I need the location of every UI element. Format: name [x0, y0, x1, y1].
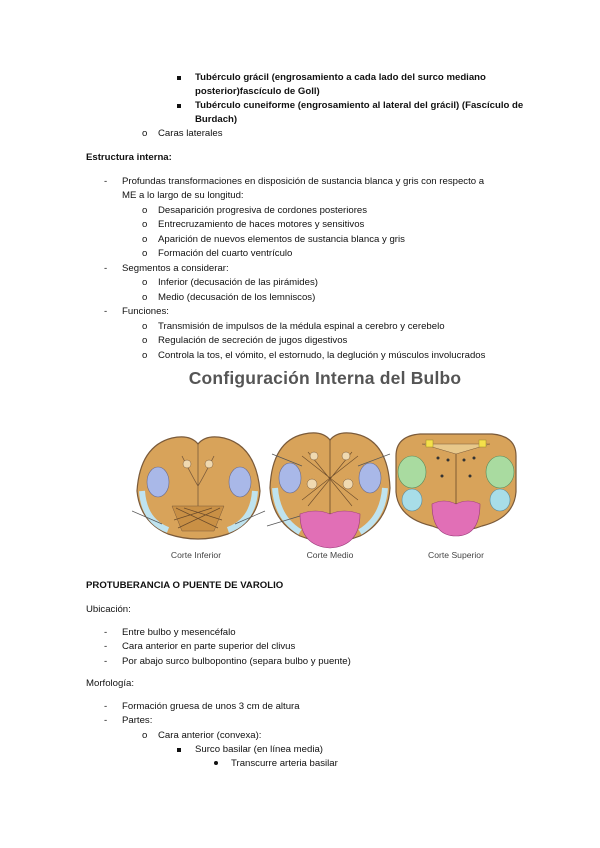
circle-bullet-icon: o — [142, 248, 148, 259]
figure-title: Configuración Interna del Bulbo — [188, 368, 462, 388]
estructura-item3: Funciones: — [122, 306, 169, 317]
morfologia-heading: Morfología: — [86, 678, 134, 689]
corte-inferior-section — [132, 437, 265, 539]
circle-bullet-icon: o — [142, 335, 148, 346]
surco-basilar: Surco basilar (en línea media) — [195, 744, 323, 755]
top-item-1-line2: posterior)fascículo de Goll) — [195, 86, 320, 97]
funcion-3: Controla la tos, el vómito, el estornudo, la deglución y músculos involucrados — [158, 350, 486, 361]
dash-bullet-icon: - — [104, 627, 108, 638]
dash-bullet-icon: - — [104, 715, 108, 726]
dash-bullet-icon: - — [104, 701, 108, 712]
dash-bullet-icon: - — [104, 656, 108, 667]
top-item-2-line1: Tubérculo cuneiforme (engrosamiento al lateral del grácil) (Fascículo de — [195, 100, 524, 111]
segmento-inferior: Inferior (decusación de las pirámides) — [158, 277, 318, 288]
caption-corte-medio: Corte Medio — [306, 550, 354, 560]
ubicacion-heading: Ubicación: — [86, 604, 131, 615]
estructura-sub-3: Aparición de nuevos elementos de sustancia blanca y gris — [158, 234, 405, 245]
ubicacion-item-1: Entre bulbo y mesencéfalo — [122, 627, 236, 638]
corte-medio-section — [267, 433, 390, 548]
caras-laterales: Caras laterales — [158, 128, 223, 139]
morfologia-item-2: Partes: — [122, 715, 153, 726]
estructura-item1-line2: ME a lo largo de su longitud: — [122, 190, 244, 201]
funcion-1: Transmisión de impulsos de la médula espinal a cerebro y cerebelo — [158, 321, 445, 332]
estructura-sub-2: Entrecruzamiento de haces motores y sensitivos — [158, 219, 365, 230]
circle-bullet-icon: o — [142, 321, 148, 332]
segmento-medio: Medio (decusación de los lemniscos) — [158, 292, 316, 303]
top-item-2-line2: Burdach) — [195, 114, 238, 125]
top-item-1-line1: Tubérculo grácil (engrosamiento a cada lado del surco mediano — [195, 72, 486, 83]
arteria-basilar: Transcurre arteria basilar — [231, 758, 338, 769]
estructura-sub-4: Formación del cuarto ventrículo — [158, 248, 293, 259]
circle-bullet-icon: o — [142, 128, 148, 139]
estructura-item2: Segmentos a considerar: — [122, 263, 229, 274]
ubicacion-item-2: Cara anterior en parte superior del clivus — [122, 641, 296, 652]
dash-bullet-icon: - — [104, 176, 108, 187]
dash-bullet-icon: - — [104, 263, 108, 274]
dash-bullet-icon: - — [104, 641, 108, 652]
circle-bullet-icon: o — [142, 292, 148, 303]
circle-bullet-icon: o — [142, 350, 148, 361]
caption-corte-superior: Corte Superior — [428, 550, 484, 560]
bulbo-figure — [132, 368, 518, 568]
circle-bullet-icon: o — [142, 205, 148, 216]
estructura-sub-1: Desaparición progresiva de cordones posteriores — [158, 205, 368, 216]
round-bullet-icon — [214, 761, 218, 765]
protuberancia-heading: PROTUBERANCIA O PUENTE DE VAROLIO — [86, 580, 284, 591]
circle-bullet-icon: o — [142, 234, 148, 245]
estructura-item1-line1: Profundas transformaciones en disposición de sustancia blanca y gris con respecto a — [122, 176, 485, 187]
cara-anterior: Cara anterior (convexa): — [158, 730, 262, 741]
dash-bullet-icon: - — [104, 306, 108, 317]
caption-corte-inferior: Corte Inferior — [170, 550, 222, 560]
square-bullet-icon — [177, 104, 181, 108]
ubicacion-item-3: Por abajo surco bulbopontino (separa bulbo y puente) — [122, 656, 351, 667]
circle-bullet-icon: o — [142, 730, 148, 741]
corte-superior-section — [396, 434, 516, 536]
circle-bullet-icon: o — [142, 277, 148, 288]
bulbo-sections-illustration — [132, 396, 518, 566]
square-bullet-icon — [177, 748, 181, 752]
funcion-2: Regulación de secreción de jugos digestivos — [158, 335, 348, 346]
morfologia-item-1: Formación gruesa de unos 3 cm de altura — [122, 701, 300, 712]
circle-bullet-icon: o — [142, 219, 148, 230]
estructura-interna-heading: Estructura interna: — [86, 152, 172, 163]
square-bullet-icon — [177, 76, 181, 80]
